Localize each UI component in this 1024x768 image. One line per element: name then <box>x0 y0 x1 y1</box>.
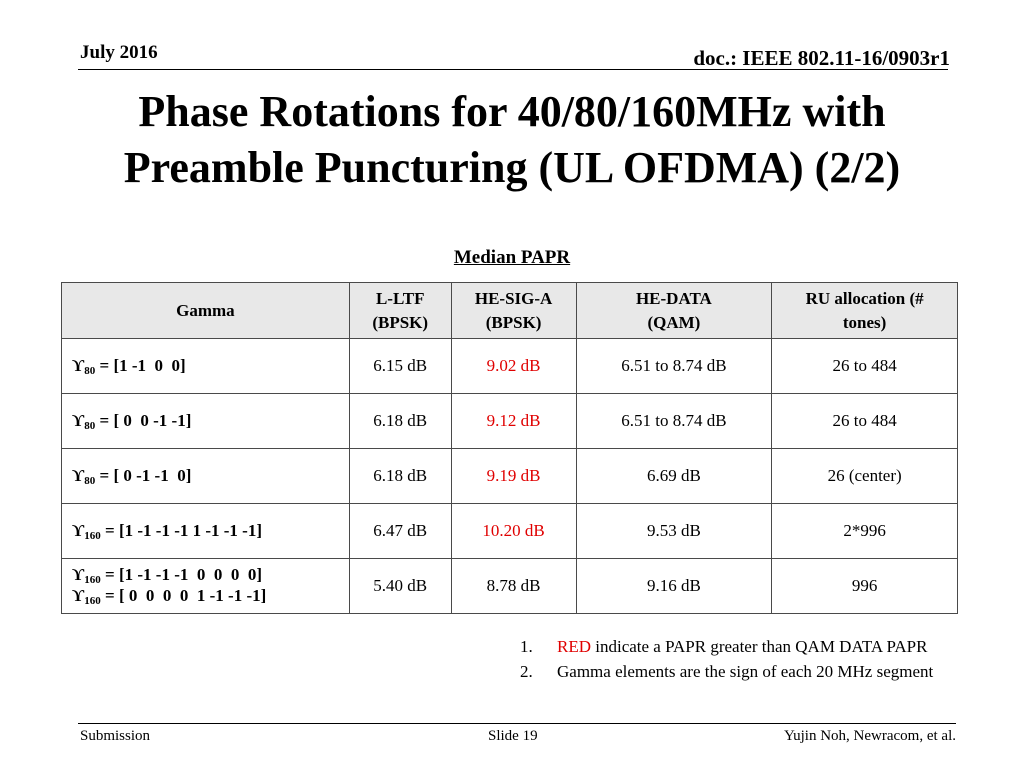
gamma-subscript: 160 <box>84 574 101 586</box>
gamma-subscript: 80 <box>84 419 96 432</box>
gamma-expression <box>72 356 343 377</box>
table-caption <box>0 247 1024 269</box>
footer-slide-number: Slide 19 <box>488 728 538 744</box>
gamma-subscript: 160 <box>84 529 101 542</box>
note-text <box>557 659 933 684</box>
hesiga-cell: 9.02 dB <box>451 339 576 394</box>
gamma-expression <box>72 466 343 487</box>
footer-author: Yujin Noh, Newracom, et al. <box>783 728 956 744</box>
table-row <box>62 339 958 394</box>
gamma-vector: = [1 -1 -1 -1 1 -1 -1 -1] <box>100 520 263 540</box>
header-gamma-label: Gamma <box>176 300 235 320</box>
hesiga-cell: 9.12 dB <box>451 394 576 449</box>
slide-title-line2: Preamble Puncturing (UL OFDMA) (2/2) <box>123 143 901 192</box>
gamma-vector: = [ 0 0 0 0 1 -1 -1 -1] <box>100 586 267 605</box>
header-doc-id: doc.: IEEE 802.11-16/0903r1 <box>693 46 950 70</box>
ru-allocation-cell: 2*996 <box>772 504 958 559</box>
gamma-vector: = [ 0 0 -1 -1] <box>95 410 192 430</box>
notes-list <box>520 634 933 684</box>
gamma-expression <box>72 521 343 542</box>
hedata-cell: 9.16 dB <box>576 559 772 614</box>
gamma-symbol: ϒ <box>72 410 85 430</box>
lltf-cell: 6.15 dB <box>349 339 451 394</box>
hesiga-cell: 8.78 dB <box>451 559 576 614</box>
header-hesiga <box>451 283 576 339</box>
note-number: 2. <box>520 662 533 681</box>
header-ru-l1: RU allocation (# <box>805 288 924 308</box>
gamma-vector: = [ 0 -1 -1 0] <box>95 465 192 485</box>
table-row <box>62 504 958 559</box>
header-lltf-l1: L-LTF <box>375 288 425 308</box>
gamma-symbol: ϒ <box>72 565 85 584</box>
gamma-cell <box>62 394 350 449</box>
ru-allocation-cell: 996 <box>772 559 958 614</box>
header-hesiga-l1: HE-SIG-A <box>474 288 553 308</box>
gamma-cell <box>62 559 350 614</box>
gamma-symbol: ϒ <box>72 355 85 375</box>
lltf-cell: 6.18 dB <box>349 394 451 449</box>
header-hedata-l1: HE-DATA <box>635 288 712 308</box>
note-red-keyword: RED <box>557 637 591 656</box>
footer-submission: Submission <box>80 728 151 744</box>
table-header-row <box>62 283 958 339</box>
header-hedata-l2: (QAM) <box>647 312 701 332</box>
footer-rule <box>78 723 956 724</box>
gamma-expression <box>72 565 343 586</box>
ru-allocation-cell: 26 to 484 <box>772 339 958 394</box>
gamma-vector: = [1 -1 -1 -1 0 0 0 0] <box>100 565 263 584</box>
hedata-cell: 6.51 to 8.74 dB <box>576 394 772 449</box>
gamma-symbol: ϒ <box>72 586 85 605</box>
table-caption-text: Median PAPR <box>453 247 571 268</box>
note-body: Gamma elements are the sign of each 20 MHz segment <box>557 662 934 681</box>
gamma-symbol: ϒ <box>72 465 85 485</box>
gamma-subscript: 160 <box>84 595 101 607</box>
slide-title <box>40 84 984 196</box>
header-rule <box>78 69 948 70</box>
header-lltf-l2: (BPSK) <box>372 312 429 332</box>
table-body <box>62 339 958 614</box>
hedata-cell: 6.51 to 8.74 dB <box>576 339 772 394</box>
gamma-subscript: 80 <box>84 474 96 487</box>
hedata-cell: 6.69 dB <box>576 449 772 504</box>
table-row <box>62 559 958 614</box>
note-text <box>557 634 927 659</box>
lltf-cell: 6.47 dB <box>349 504 451 559</box>
header-gamma <box>62 283 350 339</box>
lltf-cell: 5.40 dB <box>349 559 451 614</box>
note-item <box>520 659 933 684</box>
header-ru-l2: tones) <box>842 312 887 332</box>
ru-allocation-cell: 26 to 484 <box>772 394 958 449</box>
gamma-expression <box>72 586 343 607</box>
header-lltf <box>349 283 451 339</box>
hesiga-cell: 9.19 dB <box>451 449 576 504</box>
hesiga-cell: 10.20 dB <box>451 504 576 559</box>
gamma-symbol: ϒ <box>72 520 85 540</box>
gamma-subscript: 80 <box>84 364 96 377</box>
hedata-cell: 9.53 dB <box>576 504 772 559</box>
note-number: 1. <box>520 637 533 656</box>
header-ru <box>772 283 958 339</box>
gamma-vector: = [1 -1 0 0] <box>95 355 186 375</box>
gamma-cell <box>62 449 350 504</box>
table-row <box>62 394 958 449</box>
gamma-expression <box>72 411 343 432</box>
gamma-cell <box>62 504 350 559</box>
ru-allocation-cell: 26 (center) <box>772 449 958 504</box>
slide-title-line1: Phase Rotations for 40/80/160MHz with <box>138 87 886 136</box>
papr-table <box>61 282 958 614</box>
header-date: July 2016 <box>80 42 158 63</box>
header-hedata <box>576 283 772 339</box>
gamma-cell <box>62 339 350 394</box>
lltf-cell: 6.18 dB <box>349 449 451 504</box>
header-hesiga-l2: (BPSK) <box>485 312 542 332</box>
note-item <box>520 634 933 659</box>
note-body: indicate a PAPR greater than QAM DATA PAPR <box>591 637 928 656</box>
table-row <box>62 449 958 504</box>
